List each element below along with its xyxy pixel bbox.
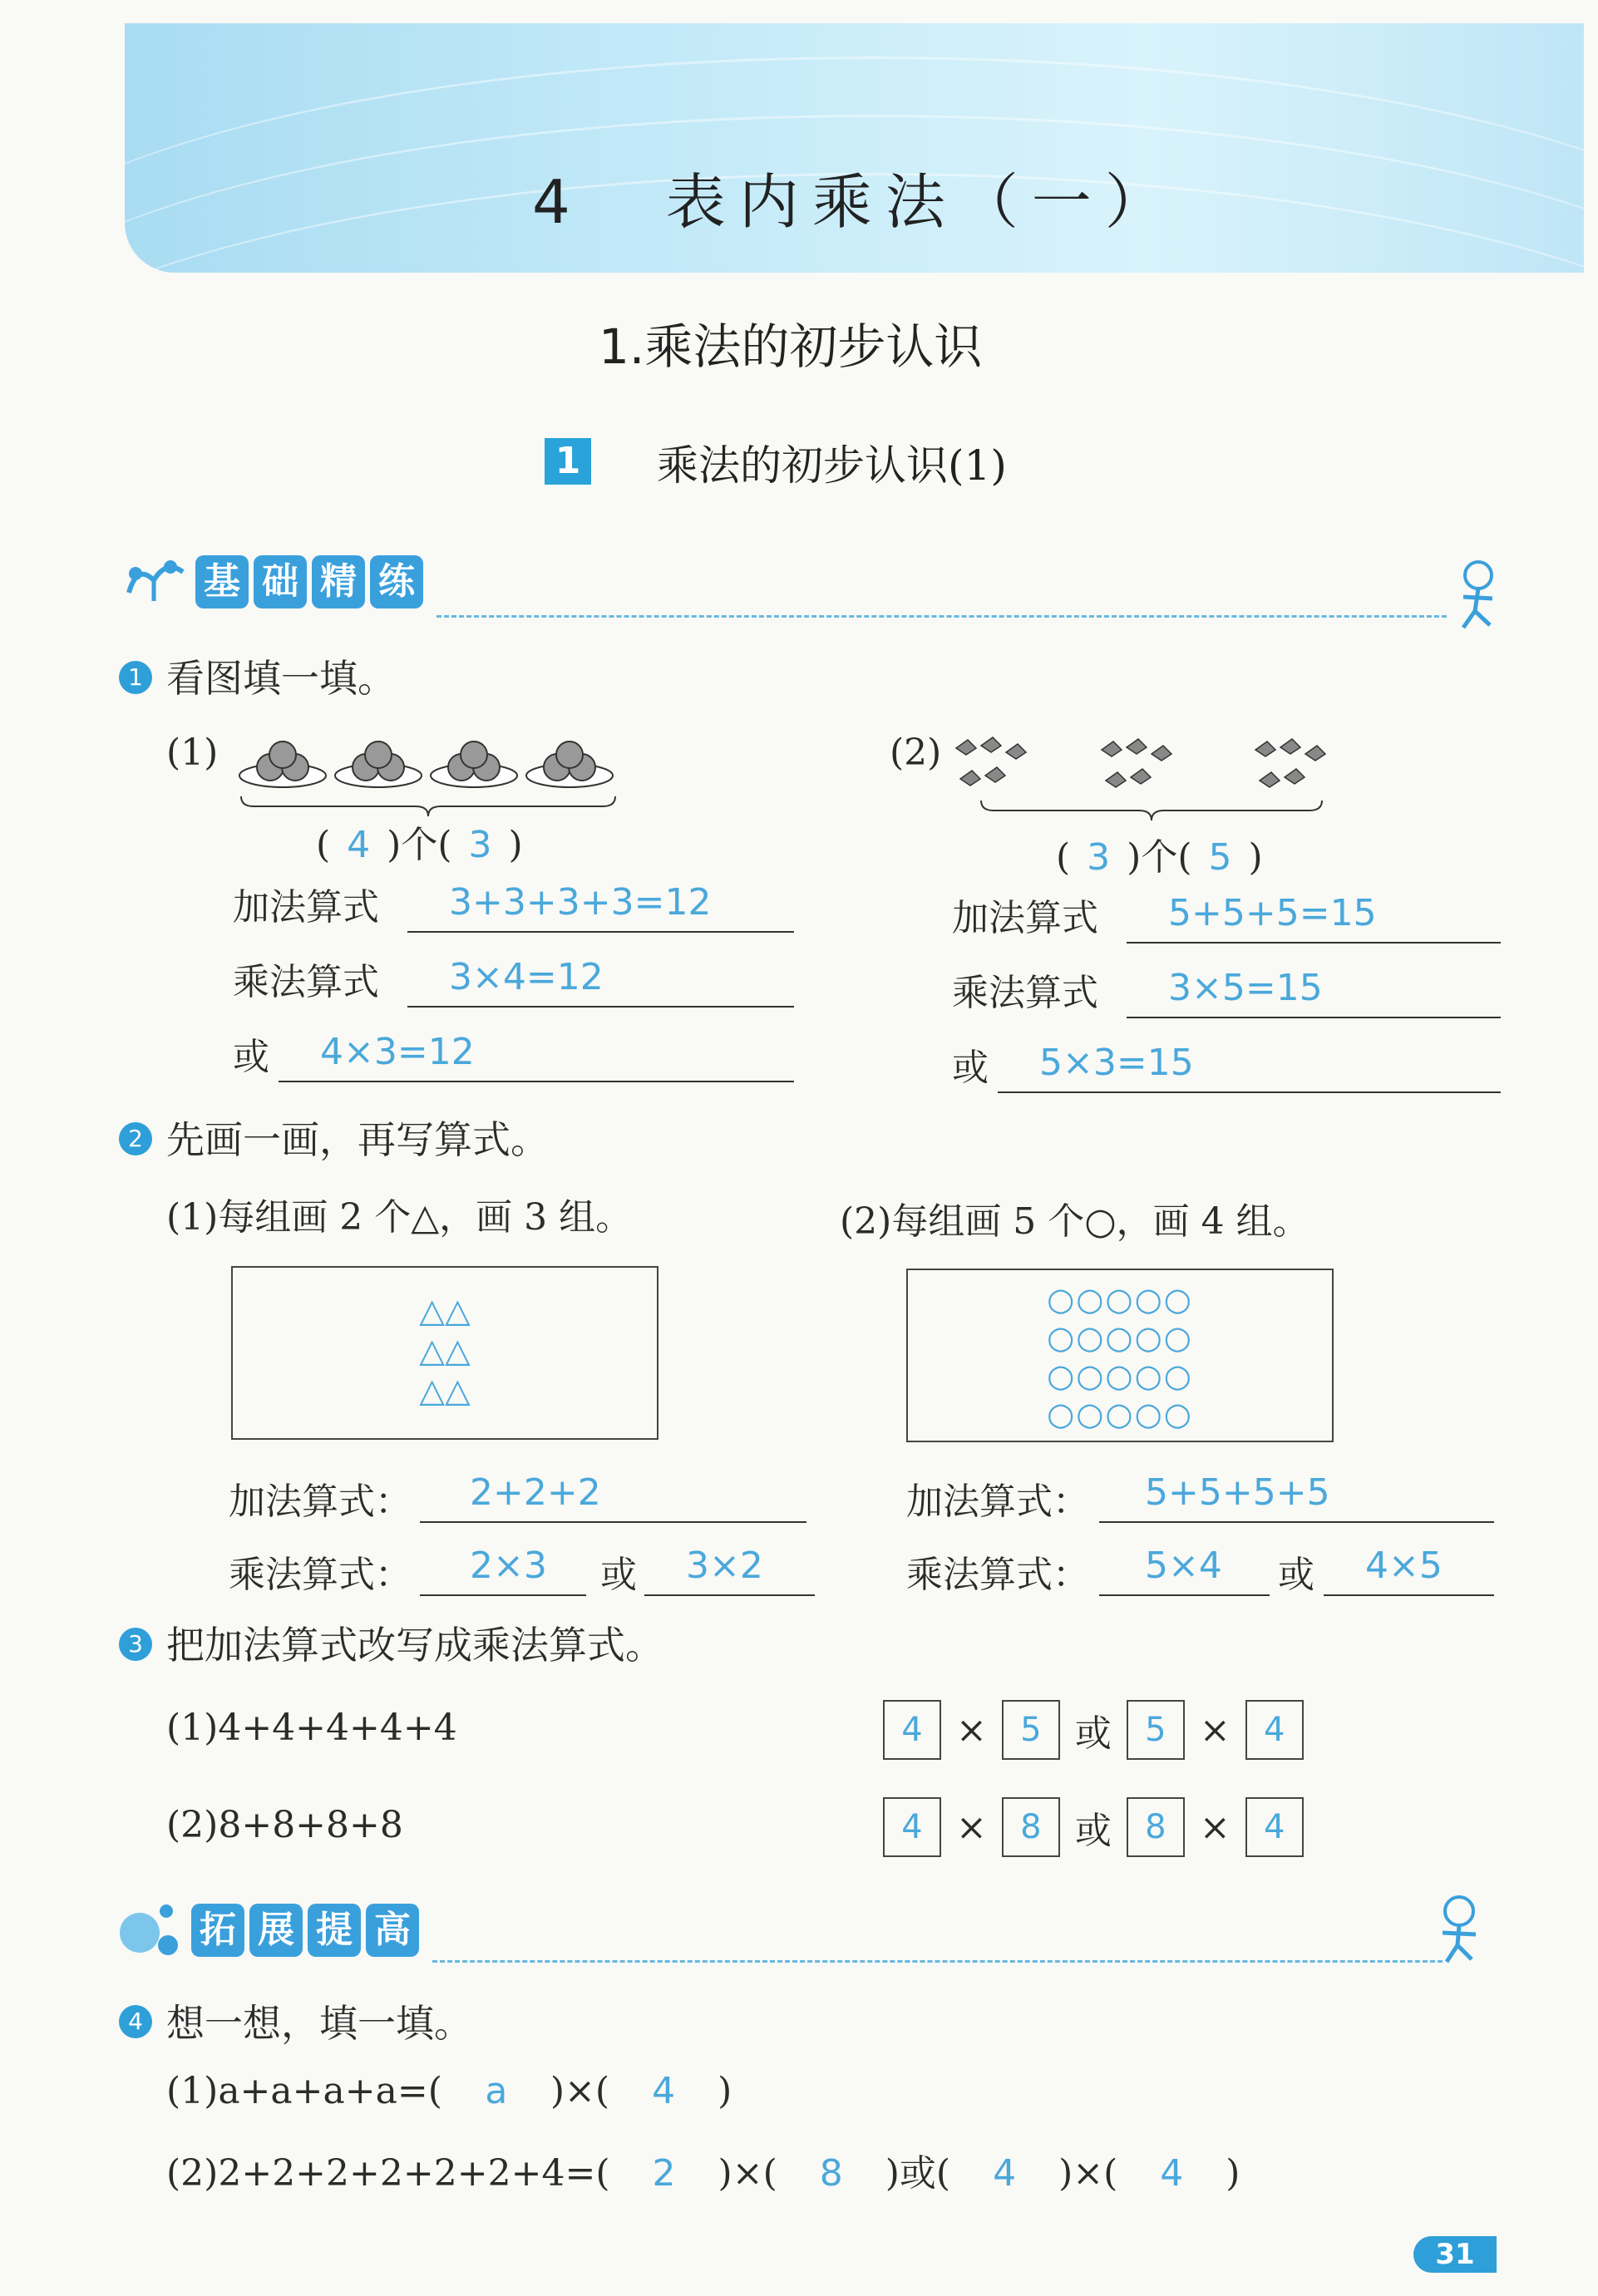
question-prompt: 看图填一填。 (166, 656, 396, 701)
question-number: 2 (119, 1122, 152, 1155)
drawn-shapes: ○○○○○ (1047, 1357, 1193, 1394)
drawn-shapes: ○○○○○ (1047, 1319, 1193, 1356)
cartoon-kid-icon (1426, 1891, 1492, 1969)
label-char: 精 (312, 555, 365, 608)
lesson-number-badge: 1 (545, 438, 591, 485)
addition-label: 加法算式： (906, 1481, 1089, 1523)
drawing-box[interactable] (231, 1266, 658, 1440)
times-sign: × (956, 1708, 987, 1752)
answer: 4×3=12 (320, 1031, 475, 1073)
section-title: 1.乘法的初步认识 (599, 318, 983, 375)
unit: 个 (1141, 836, 1178, 879)
bubbles-icon (116, 1899, 191, 1961)
label-char: 拓 (191, 1904, 244, 1957)
label-char: 展 (249, 1904, 303, 1957)
addition-label: 加法算式： (229, 1481, 412, 1523)
sub-prompt: (2)每组画 5 个○，画 4 组。 (840, 1200, 1309, 1243)
question-number: 4 (119, 2005, 152, 2038)
answer[interactable]: 2 (652, 2152, 676, 2195)
section-divider (436, 615, 1447, 618)
text: )×( (550, 2070, 610, 2112)
fill-in-equation (166, 2070, 732, 2112)
answer-box[interactable]: 4 (883, 1797, 941, 1857)
lesson-title: 乘法的初步认识(1) (657, 441, 1007, 490)
addition-answer-line[interactable] (407, 881, 794, 933)
or-label: 或 (1074, 1810, 1112, 1852)
label-char: 提 (308, 1904, 361, 1957)
drawn-shapes: △△ (419, 1372, 471, 1410)
answer-box[interactable]: 4 (883, 1700, 941, 1760)
answer: 5×3=15 (1039, 1042, 1194, 1084)
answer-box[interactable]: 8 (1127, 1797, 1185, 1857)
question-prompt: 把加法算式改写成乘法算式。 (166, 1623, 663, 1668)
answer: 2×3 (470, 1545, 547, 1587)
answer[interactable]: 3 (468, 824, 492, 866)
unit: 个 (401, 824, 438, 866)
or-label: 或 (952, 1047, 989, 1089)
answer: 4×5 (1365, 1545, 1443, 1587)
multiplication-answer-line[interactable] (1127, 967, 1501, 1018)
question-prompt: 想一想，填一填。 (166, 2001, 472, 2046)
sprout-icon (121, 555, 187, 608)
answer[interactable]: 4 (1160, 2152, 1184, 2195)
answer[interactable]: 3 (1087, 836, 1111, 879)
section-divider (432, 1960, 1443, 1963)
answer-row (883, 1700, 1304, 1760)
groups-count-blank: ( 3 )个( 5 ) (1056, 836, 1263, 879)
answer-box[interactable]: 5 (1002, 1700, 1060, 1760)
multiplication-label: 乘法算式 (952, 972, 1098, 1014)
fill-in-equation (166, 2143, 1240, 2196)
part-tag: (2) (890, 732, 942, 774)
or-label: 或 (233, 1036, 269, 1078)
chapter-number: 4 (532, 167, 584, 237)
question-prompt: 先画一画，再写算式。 (166, 1117, 549, 1162)
drawn-shapes: ○○○○○ (1047, 1281, 1193, 1318)
or-label: 或 (600, 1554, 637, 1596)
drawn-shapes: △△ (419, 1332, 471, 1370)
answer[interactable]: 5 (1208, 836, 1232, 879)
answer-box[interactable]: 8 (1002, 1797, 1060, 1857)
page-number: 31 (1413, 2236, 1497, 2273)
alternate-answer-line[interactable] (1324, 1545, 1494, 1596)
text: ) (718, 2070, 732, 2112)
multiplication-label: 乘法算式： (229, 1554, 412, 1596)
answer: 5×4 (1145, 1545, 1222, 1587)
drawn-shapes: ○○○○○ (1047, 1396, 1193, 1432)
groups-count-blank: ( 4 )个( 3 ) (316, 824, 523, 866)
times-sign: × (1199, 1708, 1231, 1752)
answer: 3×4=12 (449, 956, 604, 998)
label-char: 基 (195, 555, 249, 608)
times-sign: × (956, 1806, 987, 1849)
addition-answer-line[interactable] (420, 1471, 806, 1523)
answer: 3×2 (686, 1545, 763, 1587)
or-label: 或 (1278, 1554, 1314, 1596)
birds-illustration (948, 727, 1380, 830)
answer: 2+2+2 (470, 1471, 601, 1514)
text: )×( (718, 2152, 777, 2195)
text: (2)2+2+2+2+2+2+4=( (166, 2152, 610, 2195)
answer[interactable]: 4 (652, 2070, 676, 2112)
text: (1)a+a+a+a=( (166, 2070, 442, 2112)
answer[interactable]: a (485, 2070, 508, 2112)
multiplication-answer-line[interactable] (407, 956, 794, 1008)
alternate-answer-line[interactable] (644, 1545, 815, 1596)
apple-plates-illustration (237, 730, 619, 825)
answer: 5+5+5=15 (1168, 892, 1377, 934)
sub-prompt: (1)每组画 2 个△，画 3 组。 (166, 1196, 633, 1239)
or-label: 或 (1074, 1712, 1112, 1755)
addition-expression: (2)8+8+8+8 (166, 1804, 403, 1846)
question-number: 3 (119, 1628, 152, 1661)
label-char: 练 (370, 555, 423, 608)
addition-label: 加法算式 (233, 886, 379, 929)
multiplication-label: 乘法算式 (233, 961, 379, 1003)
chapter-name: 表内乘法（一） (665, 167, 1178, 237)
addition-label: 加法算式 (952, 897, 1098, 939)
answer[interactable]: 8 (819, 2152, 843, 2195)
times-sign: × (1199, 1806, 1231, 1849)
answer-box[interactable]: 4 (1245, 1700, 1304, 1760)
multiplication-label: 乘法算式： (906, 1554, 1089, 1596)
answer: 5+5+5+5 (1145, 1471, 1330, 1514)
drawn-shapes: △△ (419, 1292, 471, 1330)
answer-box[interactable]: 4 (1245, 1797, 1304, 1857)
part-tag: (1) (166, 732, 219, 774)
label-char: 高 (366, 1904, 419, 1957)
addition-answer-line[interactable] (1127, 892, 1501, 944)
answer-box[interactable]: 5 (1127, 1700, 1185, 1760)
text: )×( (1058, 2152, 1118, 2195)
label-char: 础 (254, 555, 307, 608)
question-number: 1 (119, 661, 152, 694)
answer-row (883, 1797, 1304, 1857)
alternate-answer-line[interactable] (998, 1042, 1501, 1093)
addition-answer-line[interactable] (1099, 1471, 1494, 1523)
basic-practice-label (195, 555, 423, 613)
drawing-box[interactable] (906, 1269, 1334, 1442)
answer: 3×5=15 (1168, 967, 1323, 1009)
answer[interactable]: 4 (993, 2152, 1017, 2195)
text: ) (1226, 2152, 1240, 2195)
addition-expression: (1)4+4+4+4+4 (166, 1707, 457, 1749)
cartoon-kid-icon (1447, 557, 1505, 635)
extension-label (191, 1904, 419, 1962)
alternate-answer-line[interactable] (279, 1031, 794, 1082)
chapter-title (532, 154, 1178, 240)
multiplication-answer-line[interactable] (420, 1545, 586, 1596)
text: )或( (885, 2152, 951, 2195)
answer: 3+3+3+3=12 (449, 881, 712, 924)
multiplication-answer-line[interactable] (1099, 1545, 1270, 1596)
answer[interactable]: 4 (347, 824, 371, 866)
